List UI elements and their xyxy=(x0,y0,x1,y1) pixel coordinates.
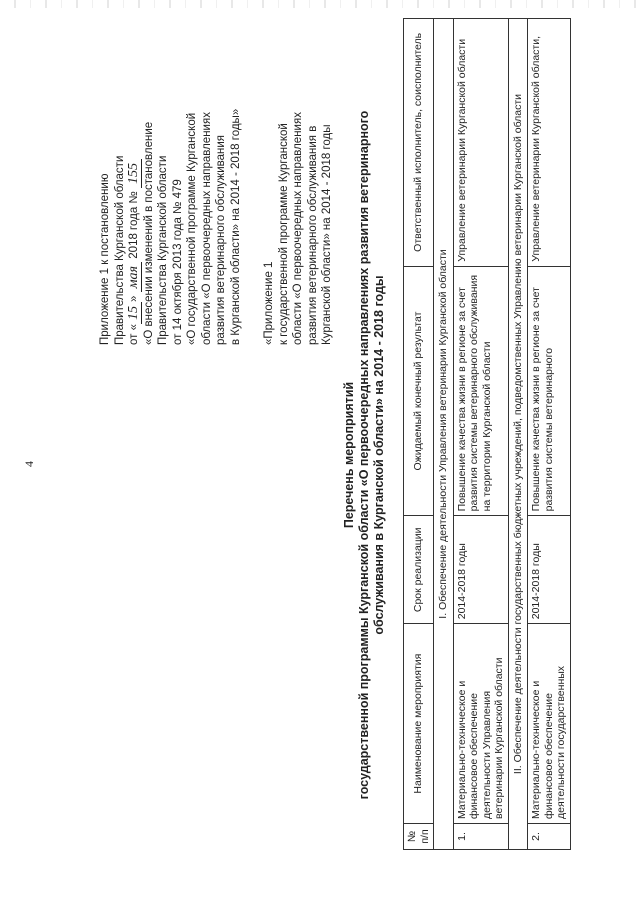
appendix-2-line: Курганской области» на 2014 - 2018 годы xyxy=(321,124,333,345)
header-result: Ожидаемый конечный результат xyxy=(404,266,434,516)
appendix-1-line: Правительства Курганской области xyxy=(113,155,126,345)
appendix-2-block xyxy=(262,15,335,345)
row-name: Материально-техническое и финансовое обеспечение деятельности Управления ветеринарии Курганской области xyxy=(453,624,508,824)
appendix-1-line: Приложение 1 к постановлению xyxy=(99,173,111,345)
appendix-1-line: от 14 октября 2013 года № 479 xyxy=(171,179,184,345)
title-line: обслуживания в Курганской области» на 2014 - 2018 годы xyxy=(372,275,386,635)
header-period: Срок реализации xyxy=(404,516,434,624)
header-executor: Ответственный исполнитель, соисполнитель xyxy=(404,19,434,267)
row-name: Материально-техническое и финансовое обеспечение деятельности государственных xyxy=(528,624,571,824)
date-month-handwritten: мая xyxy=(126,262,142,292)
section-2-title: II. Обеспечение деятельности государственных бюджетных учреждений, подведомственных Управлению ветеринарии Курганской области xyxy=(508,19,528,850)
appendix-1-line: в Курганской области» на 2014 - 2018 годы» xyxy=(229,108,242,345)
appendix-1-line: Правительства Курганской области xyxy=(157,155,169,345)
row-num: 2. xyxy=(528,824,571,850)
appendix-2-line: области «О первоочередных направлениях xyxy=(292,112,304,345)
row-period: 2014-2018 годы xyxy=(528,516,571,624)
title-line: Перечень мероприятий xyxy=(342,381,356,529)
row-result: Повышение качества жизни в регионе за счет развития системы ветеринарного xyxy=(528,266,571,516)
appendix-1-line: «О государственной программе Курганской xyxy=(186,112,198,345)
title-line: государственной программы Курганской области «О первоочередных направлениях развития ветеринарного xyxy=(357,110,371,800)
table-header-row xyxy=(404,19,434,850)
header-num: № п/п xyxy=(404,824,434,850)
row-result: Повышение качества жизни в регионе за счет развития системы ветеринарного обслуживания на территории Курганской области xyxy=(453,266,508,516)
section-1-title: I. Обеспечение деятельности Управления ветеринарии Курганской области xyxy=(434,19,454,850)
appendix-1-block xyxy=(98,15,243,345)
header-name: Наименование мероприятия xyxy=(404,624,434,824)
row-executor: Управление ветеринарии Курганской области, xyxy=(528,19,571,267)
section-row xyxy=(434,19,454,850)
date-prefix: от « xyxy=(128,323,140,345)
section-row xyxy=(508,19,528,850)
table-row xyxy=(528,19,571,850)
document-title xyxy=(342,65,387,845)
date-mid: » xyxy=(128,295,140,302)
appendix-1-line: области «О первоочередных направлениях xyxy=(200,112,213,345)
row-num: 1. xyxy=(453,824,508,850)
date-year: 2018 года № xyxy=(128,191,140,259)
date-number-handwritten: 155 xyxy=(126,159,142,188)
date-day-handwritten: 15 xyxy=(126,302,142,324)
appendix-2-line: «Приложение 1 xyxy=(263,261,275,345)
row-period: 2014-2018 годы xyxy=(453,516,508,624)
appendix-2-line: к государственной программе Курганской xyxy=(277,123,290,345)
row-executor: Управление ветеринарии Курганской области xyxy=(453,19,508,267)
table-row xyxy=(453,19,508,850)
appendix-1-line: «О внесении изменений в постановление xyxy=(142,121,155,345)
page-number: 4 xyxy=(22,461,36,467)
appendix-2-line: развития ветеринарного обслуживания в xyxy=(306,125,319,345)
appendix-1-line: развития ветеринарного обслуживания xyxy=(215,134,227,345)
appendix-1-date-line xyxy=(127,15,142,345)
measures-table xyxy=(403,18,571,850)
